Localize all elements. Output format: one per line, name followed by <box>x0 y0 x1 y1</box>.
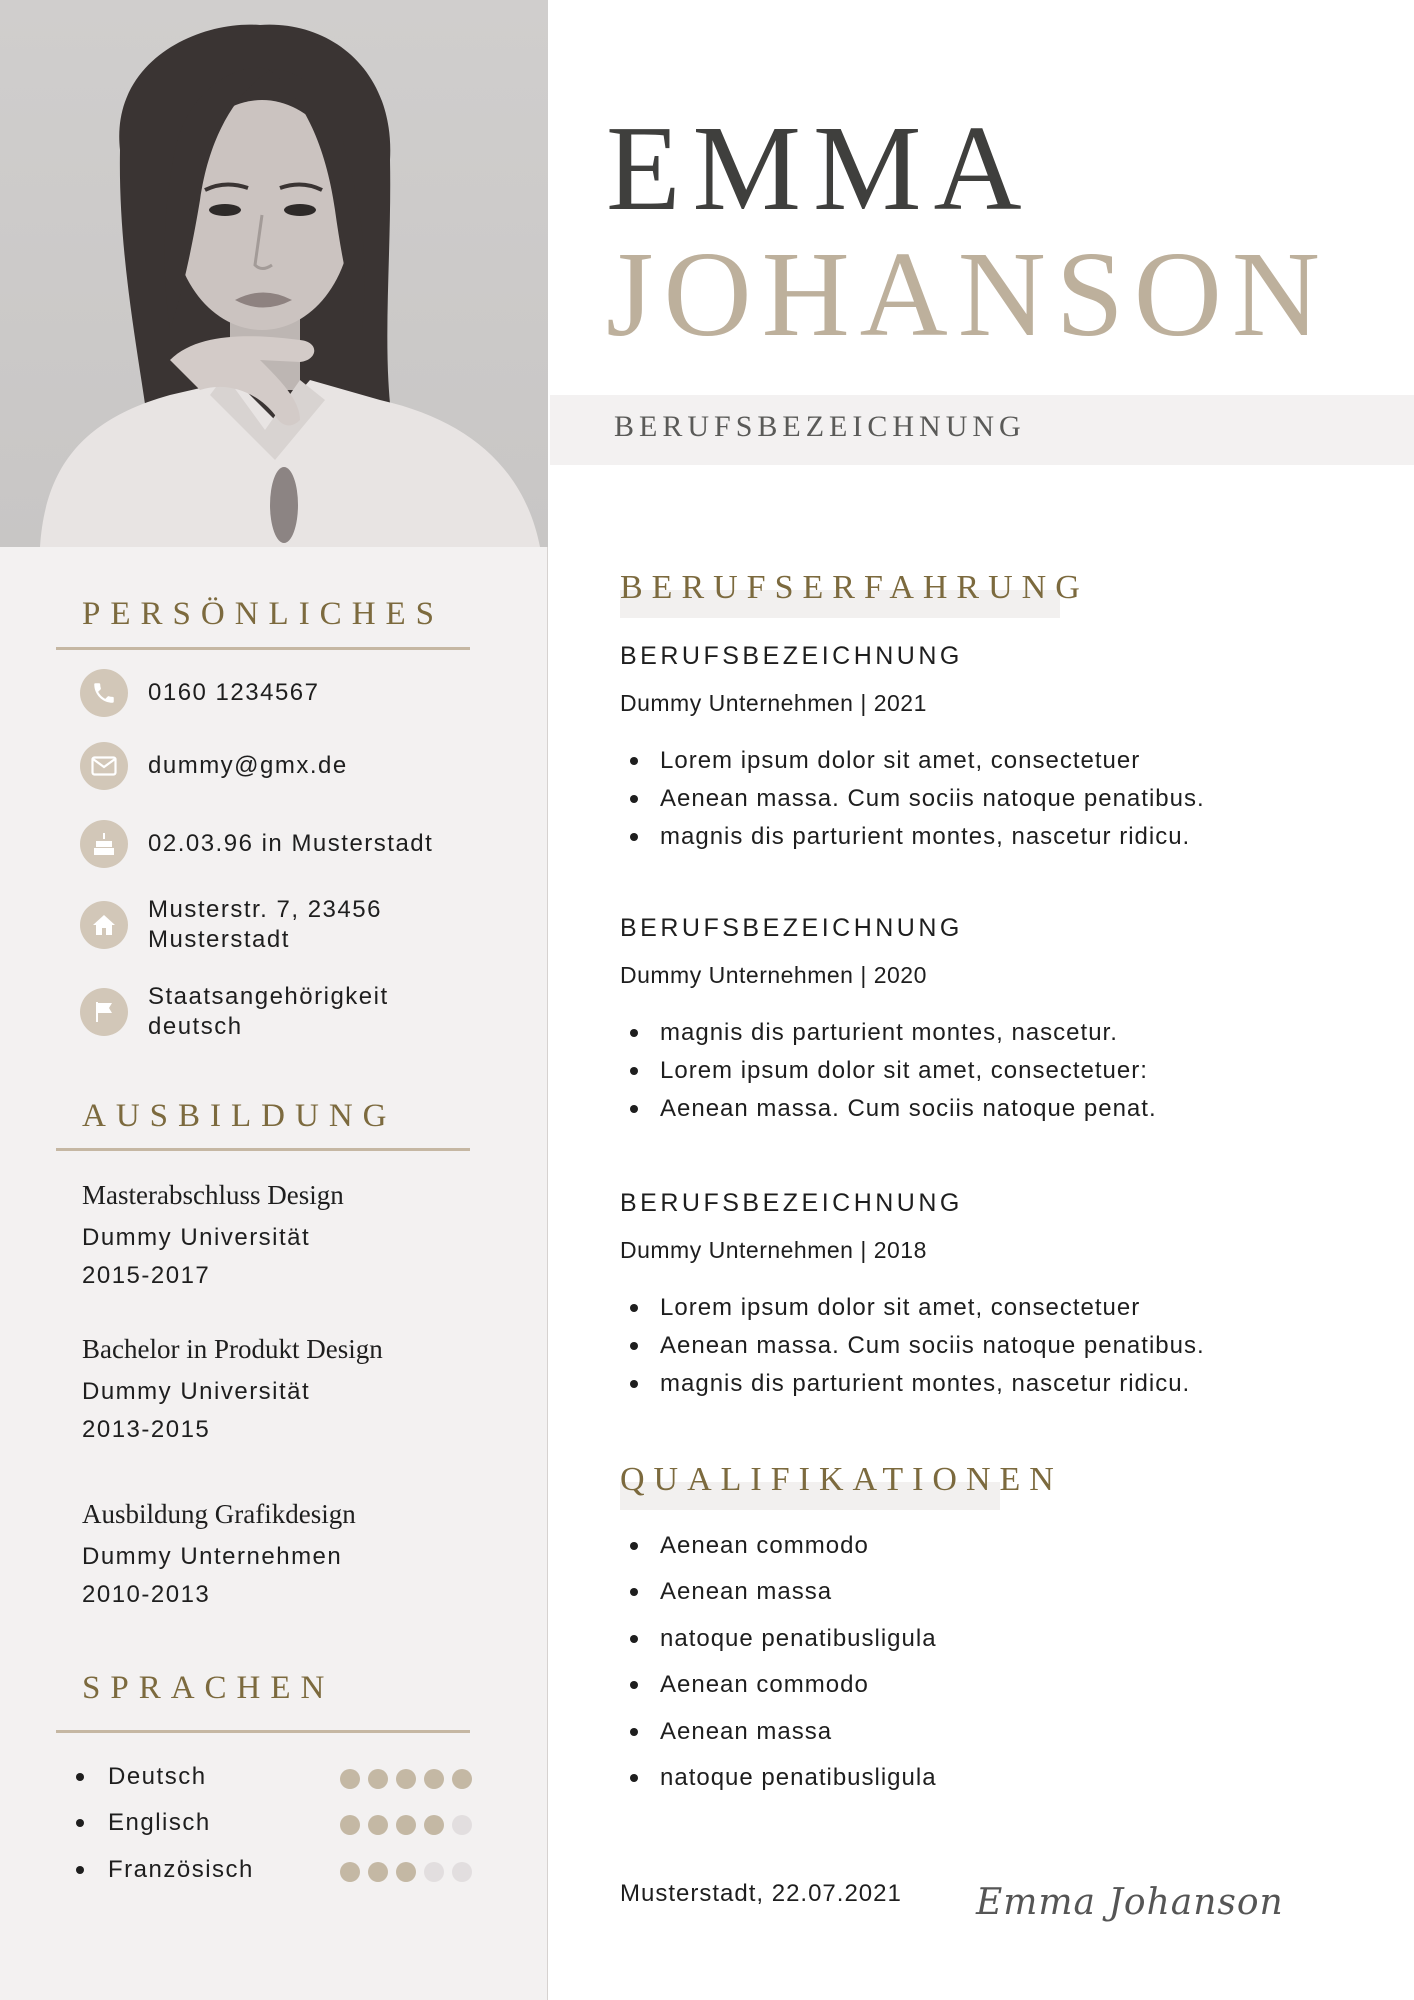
language-item <box>76 1808 476 1838</box>
contact-phone <box>80 669 320 717</box>
bullet <box>76 1866 84 1874</box>
education-degree: Ausbildung Grafikdesign <box>82 1499 356 1529</box>
level-dot-filled <box>340 1769 360 1789</box>
job-entry <box>620 914 1380 1128</box>
contact-address <box>80 895 382 955</box>
language-name: Französisch <box>108 1856 254 1883</box>
language-level-dots <box>340 1815 480 1835</box>
job-entry-company: Dummy Unternehmen | 2018 <box>620 1237 927 1263</box>
email-text[interactable]: dummy@gmx.de <box>148 752 348 779</box>
list-item: Aenean massa <box>620 1573 937 1619</box>
list-item: Aenean massa. Cum sociis natoque penat. <box>620 1090 1380 1128</box>
level-dot-filled <box>340 1862 360 1882</box>
address-text <box>148 895 382 955</box>
list-item: magnis dis parturient montes, nascetur. <box>620 1014 1380 1052</box>
education-item <box>82 1499 502 1614</box>
place-date: Musterstadt, 22.07.2021 <box>620 1880 902 1907</box>
flag-icon <box>80 988 128 1036</box>
birth-text: 02.03.96 in Musterstadt <box>148 830 434 857</box>
languages-divider <box>56 1730 470 1733</box>
envelope-icon <box>80 742 128 790</box>
last-name: JOHANSON <box>606 227 1330 362</box>
education-institution: Dummy Universität <box>82 1224 311 1251</box>
phone-icon <box>80 669 128 717</box>
job-entry <box>620 642 1380 856</box>
first-name: EMMA <box>606 101 1034 236</box>
level-dot-filled <box>452 1769 472 1789</box>
address-line-2: Musterstadt <box>148 926 290 953</box>
list-item: Lorem ipsum dolor sit amet, consectetuer <box>620 742 1380 780</box>
job-entry-bullets <box>620 1014 1380 1128</box>
language-level-dots <box>340 1769 480 1789</box>
level-dot-empty <box>452 1862 472 1882</box>
job-entry <box>620 1189 1380 1403</box>
experience-heading: BERUFSERFAHRUNG <box>620 569 1089 606</box>
nationality-line-1: Staatsangehörigkeit <box>148 983 389 1010</box>
portrait-illustration <box>0 0 548 547</box>
job-entry-company: Dummy Unternehmen | 2020 <box>620 962 927 988</box>
job-entry-bullets <box>620 1289 1380 1403</box>
bullet <box>76 1773 84 1781</box>
list-item: Aenean commodo <box>620 1666 937 1712</box>
education-institution: Dummy Unternehmen <box>82 1543 343 1570</box>
level-dot-filled <box>368 1862 388 1882</box>
level-dot-filled <box>424 1769 444 1789</box>
education-years: 2013-2015 <box>82 1416 211 1443</box>
level-dot-filled <box>368 1815 388 1835</box>
education-degree: Bachelor in Produkt Design <box>82 1334 383 1364</box>
job-entry-title: BERUFSBEZEICHNUNG <box>620 914 963 942</box>
job-entry-bullets <box>620 742 1380 856</box>
education-item <box>82 1180 502 1295</box>
list-item: Aenean massa <box>620 1713 937 1759</box>
level-dot-empty <box>452 1815 472 1835</box>
profile-photo <box>0 0 548 547</box>
level-dot-filled <box>424 1815 444 1835</box>
education-item <box>82 1334 502 1449</box>
job-entry-company: Dummy Unternehmen | 2021 <box>620 690 927 716</box>
language-name: Deutsch <box>108 1763 207 1790</box>
level-dot-filled <box>396 1862 416 1882</box>
home-icon <box>80 901 128 949</box>
level-dot-filled <box>396 1769 416 1789</box>
language-name: Englisch <box>108 1809 211 1836</box>
list-item: natoque penatibusligula <box>620 1620 937 1666</box>
languages-heading: SPRACHEN <box>82 1670 335 1706</box>
list-item: Lorem ipsum dolor sit amet, consectetuer: <box>620 1052 1380 1090</box>
level-dot-empty <box>424 1862 444 1882</box>
signature <box>972 1868 1284 1938</box>
list-item: magnis dis parturient montes, nascetur ridicu. <box>620 1365 1380 1403</box>
education-years: 2015-2017 <box>82 1262 211 1289</box>
list-item: Lorem ipsum dolor sit amet, consectetuer <box>620 1289 1380 1327</box>
level-dot-filled <box>396 1815 416 1835</box>
signature-text: Emma Johanson <box>976 1882 1284 1923</box>
list-item: Aenean massa. Cum sociis natoque penatibus. <box>620 1327 1380 1365</box>
list-item: Aenean massa. Cum sociis natoque penatibus. <box>620 780 1380 818</box>
education-years: 2010-2013 <box>82 1581 211 1608</box>
contact-email <box>80 742 348 790</box>
language-level-dots <box>340 1862 480 1882</box>
education-institution: Dummy Universität <box>82 1378 311 1405</box>
level-dot-filled <box>340 1815 360 1835</box>
job-entry-title: BERUFSBEZEICHNUNG <box>620 1189 963 1217</box>
qualifications-heading: QUALIFIKATIONEN <box>620 1461 1063 1498</box>
job-title: BERUFSBEZEICHNUNG <box>614 410 1026 443</box>
language-item <box>76 1855 476 1885</box>
nationality-text <box>148 982 389 1042</box>
contact-birth <box>80 820 433 868</box>
education-degree: Masterabschluss Design <box>82 1180 344 1210</box>
education-divider <box>56 1148 470 1151</box>
qualifications-list <box>620 1527 937 1805</box>
contact-nationality <box>80 982 389 1042</box>
personal-divider <box>56 647 470 650</box>
education-heading: AUSBILDUNG <box>82 1098 397 1134</box>
address-line-1: Musterstr. 7, 23456 <box>148 896 382 923</box>
language-item <box>76 1762 476 1792</box>
personal-heading: PERSÖNLICHES <box>82 596 445 632</box>
birthday-cake-icon <box>80 820 128 868</box>
nationality-line-2: deutsch <box>148 1013 243 1040</box>
job-entry-title: BERUFSBEZEICHNUNG <box>620 642 963 670</box>
list-item: Aenean commodo <box>620 1527 937 1573</box>
list-item: natoque penatibusligula <box>620 1759 937 1805</box>
level-dot-filled <box>368 1769 388 1789</box>
bullet <box>76 1819 84 1827</box>
list-item: magnis dis parturient montes, nascetur ridicu. <box>620 818 1380 856</box>
phone-text[interactable]: 0160 1234567 <box>148 679 320 706</box>
